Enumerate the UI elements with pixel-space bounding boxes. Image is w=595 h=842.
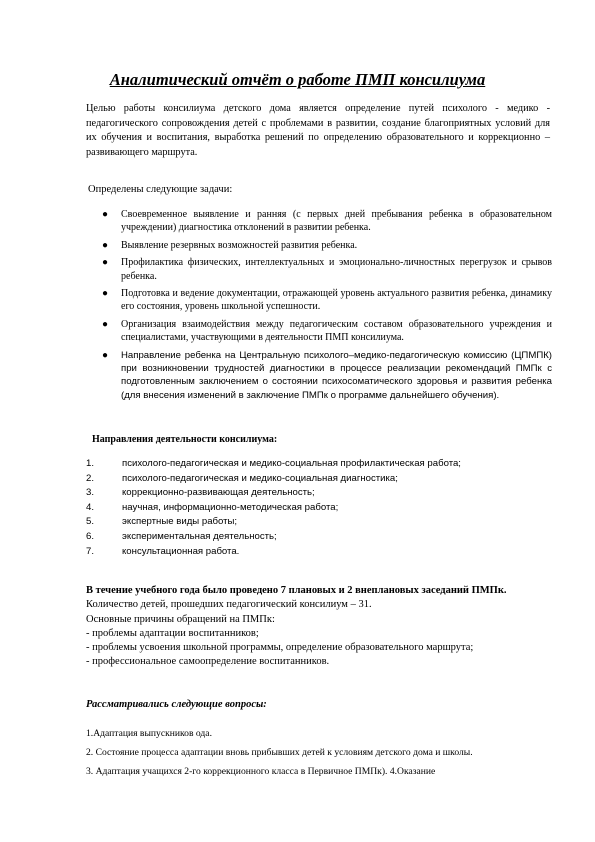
direction-item: 7. консультационная работа. [86, 545, 240, 557]
reason-item: - профессиональное самоопределение воспитанников. [86, 656, 330, 668]
task-item: ● Выявление резервных возможностей развития ребенка. [102, 239, 358, 251]
direction-item: 5. экспертные виды работы; [86, 516, 238, 528]
reasons-heading: Основные причины обращений на ПМПк: [86, 613, 275, 625]
direction-item: 4. научная, информационно-методическая работа; [86, 501, 339, 513]
task-item: ● Подготовка и ведение документации, отражающей уровень актуального развития ребенка, динамику его состояния, уровень школьной успешности. [102, 288, 552, 313]
page-title: Аналитический отчёт о работе ПМП консилиума [109, 70, 486, 89]
question-item: 1.Адаптация выпускников ода. [86, 728, 212, 739]
reason-item: - проблемы адаптации воспитанников; [86, 627, 259, 639]
task-item: ● Организация взаимодействия между педагогическим составом образовательного учреждения и специалистами, участвующими в деятельности ПМП консилиума. [102, 318, 552, 344]
direction-item: 6. экспериментальная деятельность; [86, 530, 277, 542]
questions-list [86, 724, 556, 781]
tasks-list [100, 208, 552, 406]
bullet-icon: ● [102, 257, 109, 269]
meetings-count: В течение учебного года было проведено 7 плановых и 2 внеплановых заседаний ПМПк. [86, 585, 507, 596]
direction-item: 2. психолого-педагогическая и медико-социальная диагностика; [86, 472, 398, 484]
bullet-icon: ● [102, 209, 109, 220]
directions-list [86, 457, 546, 559]
reason-item: - проблемы усвоения школьной программы, определение образовательного маршрута; [86, 642, 474, 654]
task-item: ● Направление ребенка на Центральную психолого–медико-педагогическую комиссию (ЦПМПК) при возникновении трудностей диагностики в процессе реализации рекомендаций ПМПк с подготовленным заключением о состоянии психосоматического здоровья и развития ребенка (для внесения изменений в заключение ПМПк о программе дальнейшего обучения). [102, 349, 552, 401]
bullet-icon: ● [102, 318, 109, 330]
statistics-block [86, 584, 556, 670]
direction-item: 1. психолого-педагогическая и медико-социальная профилактическая работа; [86, 458, 461, 469]
bullet-icon: ● [102, 239, 109, 251]
intro-paragraph: Целью работы консилиума детского дома является определение путей психолого - медико - педагогического сопровождения детей с проблемами в развитии, создание благоприятных условий для их обучения и воспитания, выработка решений по определению образовательного и коррекционно – развивающего маршрута. [86, 103, 550, 158]
questions-heading: Рассматривались следующие вопросы: [86, 699, 267, 710]
bullet-icon: ● [102, 349, 109, 361]
directions-heading: Направления деятельности консилиума: [92, 434, 278, 445]
task-item: ● Профилактика физических, интеллектуальных и эмоционально-личностных перегрузок и срывов ребенка. [102, 257, 552, 282]
tasks-heading: Определены следующие задачи: [88, 184, 233, 195]
question-item: 3. Адаптация учащихся 2-го коррекционного класса в Первичное ПМПк). 4.Оказание [86, 766, 436, 777]
children-count: Количество детей, прошедших педагогический консилиум – 31. [86, 599, 372, 611]
task-item: ● Своевременное выявление и ранняя (с первых дней пребывания ребенка в образовательном учреждении) диагностика отклонений в развитии ребенка. [102, 209, 552, 234]
question-item: 2. Состояние процесса адаптации вновь прибывших детей к условиям детского дома и школы. [86, 747, 473, 758]
direction-item: 3. коррекционно-развивающая деятельность; [86, 487, 315, 499]
bullet-icon: ● [102, 288, 109, 300]
